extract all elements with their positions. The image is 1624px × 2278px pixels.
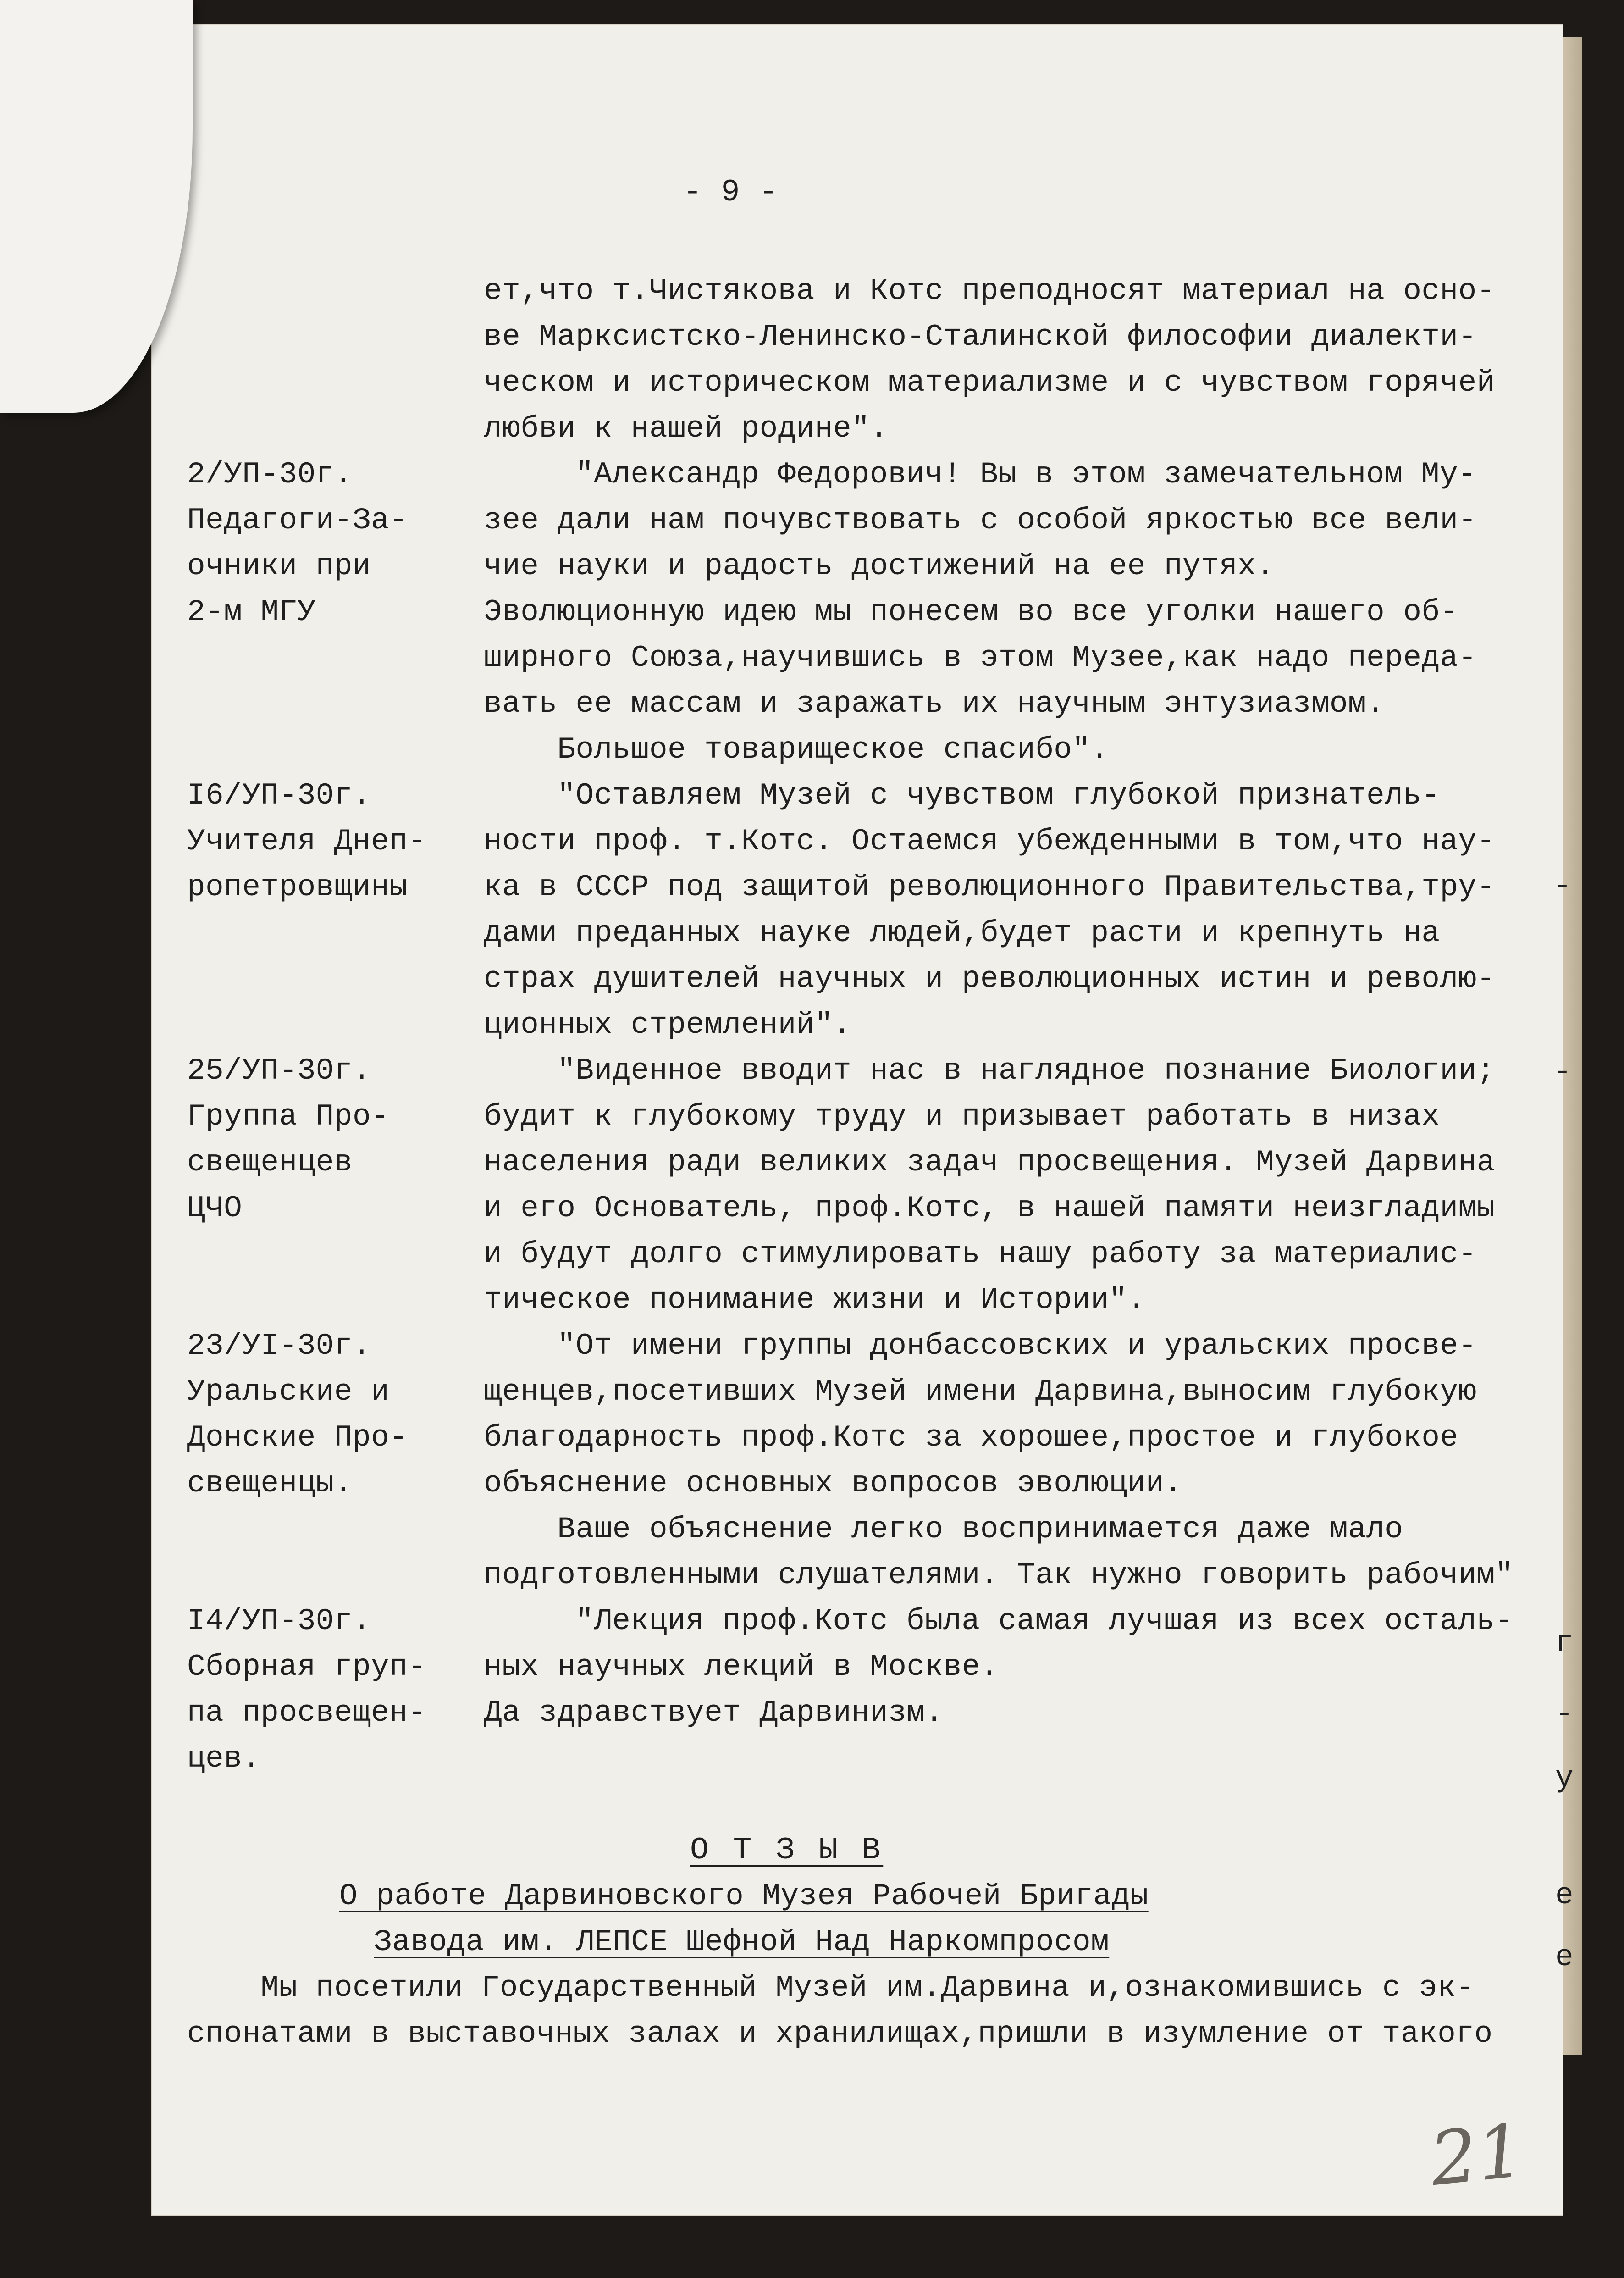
- edge-glyph: у: [1555, 1761, 1574, 1796]
- body-line: Да здравствует Дарвинизм.: [484, 1696, 944, 1730]
- margin-line: па просвещен-: [187, 1696, 426, 1730]
- margin-line: очники при: [187, 549, 371, 583]
- body-line: чие науки и радость достижений на ее путях.: [484, 549, 1275, 583]
- margin-line: I6/УП-30г.: [187, 778, 371, 813]
- body-line: Большое товарищеское спасибо".: [484, 732, 1109, 767]
- body-line: населения ради великих задач просвещения. Музей Дарвина: [484, 1145, 1495, 1180]
- body-line: ет,что т.Чистякова и Котс преподносят материал на осно-: [484, 274, 1495, 308]
- body-line: "Виденное вводит нас в наглядное познание Биологии;: [484, 1053, 1495, 1088]
- body-line: ционных стремлений".: [484, 1008, 852, 1042]
- body-line: ных научных лекций в Москве.: [484, 1650, 999, 1684]
- margin-line: 2/УП-30г.: [187, 457, 353, 492]
- review-heading: О Т З Ы В: [690, 1833, 884, 1868]
- body-line: и его Основатель, проф.Котс, в нашей памяти неизгладимы: [484, 1191, 1495, 1225]
- review-subheading: Завода им. ЛЕПСЕ Шефной Над Наркомпросом: [374, 1925, 1110, 1959]
- review-subheading: О работе Дарвиновского Музея Рабочей Бригады: [339, 1879, 1149, 1913]
- margin-line: Донские Про-: [187, 1420, 408, 1455]
- body-line: дами преданных науке людей,будет расти и крепнуть на: [484, 916, 1440, 950]
- handwritten-folio-number: 21: [1426, 2107, 1528, 2203]
- body-line: "Лекция проф.Котс была самая лучшая из всех осталь-: [575, 1604, 1514, 1638]
- body-line: Мы посетили Государственный Музей им.Дарвина и,ознакомившись с эк-: [187, 1971, 1475, 2005]
- edge-glyph: е: [1555, 1878, 1574, 1912]
- body-line: Ваше объяснение легко воспринимается даже мало: [484, 1512, 1403, 1546]
- margin-line: 25/УП-30г.: [187, 1053, 371, 1088]
- margin-line: Группа Про-: [187, 1099, 390, 1134]
- margin-line: 2-м МГУ: [187, 595, 316, 629]
- body-line: "Оставляем Музей с чувством глубокой признатель-: [484, 778, 1440, 813]
- edge-glyph: г: [1555, 1626, 1574, 1660]
- body-line: благодарность проф.Котс за хорошее,простое и глубокое: [484, 1420, 1458, 1455]
- margin-line: ЦЧО: [187, 1191, 243, 1225]
- body-line: ка в СССР под защитой революционного Правительства,тру-: [484, 870, 1495, 904]
- body-line: "От имени группы донбассовских и уральских просве-: [484, 1329, 1477, 1363]
- body-line: страх душителей научных и революционных истин и револю-: [484, 962, 1495, 996]
- body-line: ности проф. т.Котс. Остаемся убежденными в том,что нау-: [484, 824, 1495, 859]
- body-line: будит к глубокому труду и призывает работать в низах: [484, 1099, 1440, 1134]
- body-line: ве Марксистско-Ленинско-Сталинской философии диалекти-: [484, 320, 1477, 354]
- body-line: вать ее массам и заражать их научным энтузиазмом.: [484, 687, 1385, 721]
- body-line: тическое понимание жизни и Истории".: [484, 1283, 1146, 1317]
- body-line: "Александр Федорович! Вы в этом замечательном Му-: [575, 457, 1477, 492]
- body-line: ческом и историческом материализме и с чувством горячей: [484, 366, 1495, 400]
- margin-line: Уральские и: [187, 1375, 390, 1409]
- edge-glyph: е: [1555, 1940, 1574, 1974]
- margin-line: цев.: [187, 1741, 261, 1776]
- margin-line: 23/УI-30г.: [187, 1329, 371, 1363]
- body-line: Эволюционную идею мы понесем во все уголки нашего об-: [484, 595, 1458, 629]
- body-line: ширного Союза,научившись в этом Музее,как надо переда-: [484, 641, 1477, 675]
- body-line: щенцев,посетивших Музей имени Дарвина,выносим глубокую: [484, 1375, 1477, 1409]
- margin-line: свещенцев: [187, 1145, 353, 1180]
- edge-glyph: -: [1553, 1055, 1572, 1089]
- body-line: объяснение основных вопросов эволюции.: [484, 1466, 1183, 1501]
- body-line: и будут долго стимулировать нашу работу за материалис-: [484, 1237, 1477, 1271]
- edge-glyph: -: [1553, 869, 1572, 903]
- body-line: подготовленными слушателями. Так нужно говорить рабочим": [484, 1558, 1514, 1592]
- body-line: спонатами в выставочных залах и хранилищах,пришли в изумление от такого: [187, 2017, 1493, 2051]
- edge-glyph: -: [1555, 1697, 1574, 1731]
- margin-line: ропетровщины: [187, 870, 408, 904]
- margin-line: I4/УП-30г.: [187, 1604, 371, 1638]
- margin-line: Учителя Днеп-: [187, 824, 426, 859]
- margin-line: Сборная груп-: [187, 1650, 426, 1684]
- body-line: любви к нашей родине".: [484, 411, 889, 446]
- body-line: зее дали нам почувствовать с особой яркостью все вели-: [484, 503, 1477, 538]
- margin-line: свещенцы.: [187, 1466, 353, 1501]
- page-number: - 9 -: [683, 175, 778, 210]
- margin-line: Педагоги-За-: [187, 503, 408, 538]
